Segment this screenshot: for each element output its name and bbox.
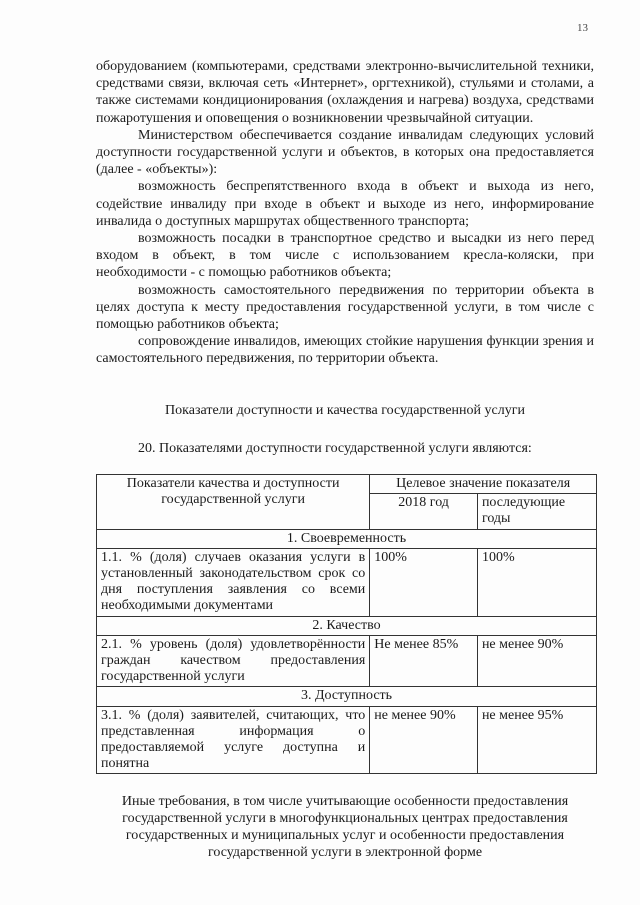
table-group-row	[97, 529, 597, 548]
indicators-table	[96, 474, 597, 774]
item-20-text: 20. Показателями доступности государственной услуги являются:	[138, 441, 532, 456]
table-row	[97, 706, 597, 774]
header-indicator: Показатели качества и доступности государственной услуги	[97, 475, 370, 530]
year-value-cell: не менее 90%	[370, 706, 478, 774]
table-group-row	[97, 687, 597, 706]
paragraph-transport: возможность посадки в транспортное средство и высадки из него перед входом в объект, в том числе с использованием кресла-коляски, при необходимости - с помощью работников объекта;	[96, 231, 594, 281]
next-value-cell: не менее 90%	[477, 635, 596, 687]
paragraph-equipment: оборудованием (компьютерами, средствами электронно-вычислительной техники, средствами связи, включая сеть «Интернет», оргтехникой), стульями и столами, а также системами кондиционирования (охлаждения и нагрева) воздуха, средствами пожаротушения и оповещения о возникновении чрезвычайной ситуации.	[96, 59, 594, 126]
year-value-cell: 100%	[370, 548, 478, 616]
header-year: 2018 год	[370, 494, 478, 529]
page-number: 13	[577, 22, 588, 34]
indicator-cell: 3.1. % (доля) заявителей, считающих, что представленная информация о предоставляемой услуге доступна и понятна	[97, 706, 370, 774]
header-next-years: последующие годы	[477, 494, 596, 529]
table-row	[97, 548, 597, 616]
paragraph-movement: возможность самостоятельного передвижения по территории объекта в целях доступа к месту предоставления государственной услуги, в том числе с помощью работников объекта;	[96, 282, 594, 333]
next-value-cell: 100%	[477, 548, 596, 616]
paragraph-entrance: возможность беспрепятственного входа в объект и выхода из него, содействие инвалиду при входе в объект и выходе из него, информирование инвалида о доступных маршрутах общественного транспорта;	[96, 179, 594, 229]
header-target: Целевое значение показателя	[370, 475, 597, 494]
table-group-row	[97, 616, 597, 635]
group-quality: 2. Качество	[97, 616, 597, 635]
paragraph-escort: сопровождение инвалидов, имеющих стойкие нарушения функции зрения и самостоятельного передвижения, по территории объекта.	[96, 334, 594, 367]
indicator-cell: 2.1. % уровень (доля) удовлетворённости граждан качеством предоставления государственной услуги	[97, 635, 370, 687]
section-heading: Показатели доступности и качества государственной услуги	[165, 403, 525, 418]
next-value-cell: не менее 95%	[477, 706, 596, 774]
body-text	[96, 58, 594, 368]
footer-heading: Иные требования, в том числе учитывающие особенности предоставления государственной услуги в многофункциональных центрах предоставления государственных и муниципальных услуг и особенности предоставления государственной услуги в электронной форме	[121, 794, 569, 860]
group-timeliness: 1. Своевременность	[97, 529, 597, 548]
paragraph-ministry-conditions: Министерством обеспечивается создание инвалидам следующих условий доступности государственной услуги и объектов, в которых она предоставляется (далее - «объекты»):	[96, 127, 594, 178]
year-value-cell: Не менее 85%	[370, 635, 478, 687]
indicator-cell: 1.1. % (доля) случаев оказания услуги в установленный законодательством срок со дня поступления заявления со всеми необходимыми документами	[97, 548, 370, 616]
table-row	[97, 635, 597, 687]
group-accessibility: 3. Доступность	[97, 687, 597, 706]
table-header-row	[97, 475, 597, 494]
